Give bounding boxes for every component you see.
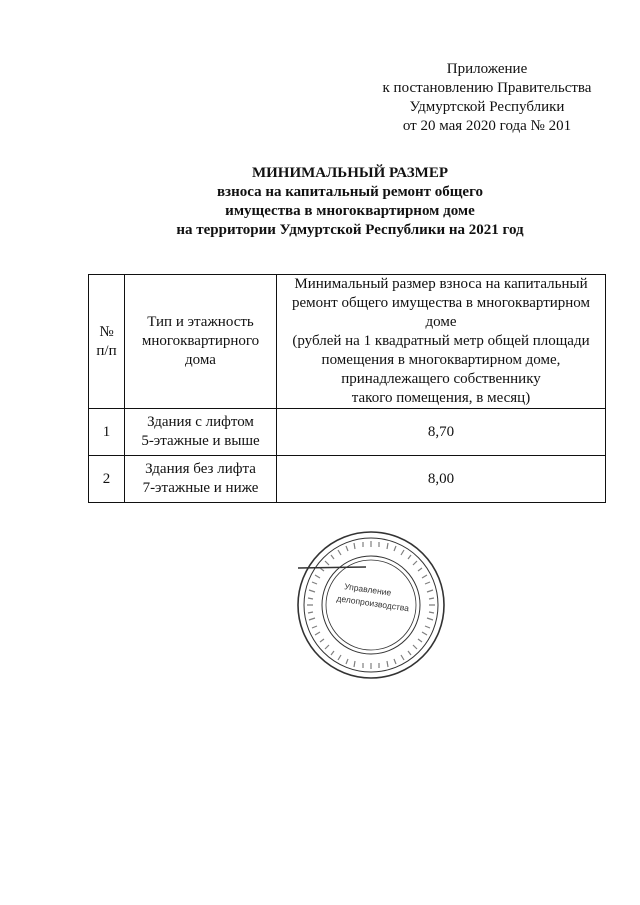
- appendix-block: [380, 60, 594, 136]
- stamp-text-line-2: делопроизводства: [335, 593, 410, 614]
- row-number: 2: [89, 456, 125, 503]
- header-contribution-size: Минимальный размер взноса на капитальный ремонт общего имущества в многоквартирном доме (рублей на 1 квадратный метр общей площади помещения в многоквартирном доме, принадлежащего собственнику такого помещения, в месяц): [277, 275, 606, 409]
- document-title: [120, 164, 580, 240]
- stamp-text-line-1: Управление: [343, 581, 392, 598]
- row-building-type: Здания без лифта 7-этажные и ниже: [125, 456, 277, 503]
- rates-table: [88, 274, 606, 503]
- header-building-type: Тип и этажность многоквартирного дома: [125, 275, 277, 409]
- row-building-type: Здания с лифтом 5-этажные и выше: [125, 409, 277, 456]
- header-number: № п/п: [89, 275, 125, 409]
- appendix-line-1: Приложение: [446, 61, 528, 77]
- row-value: 8,00: [277, 456, 606, 503]
- appendix-line-2: к постановлению Правительства: [382, 80, 592, 96]
- title-line-4: на территории Удмуртской Республики на 2021 год: [176, 222, 524, 238]
- official-stamp: [296, 530, 446, 680]
- title-line-3: имущества в многоквартирном доме: [225, 203, 475, 219]
- row-value: 8,70: [277, 409, 606, 456]
- row-number: 1: [89, 409, 125, 456]
- appendix-line-3: Удмуртской Республики: [409, 99, 565, 115]
- appendix-line-4: от 20 мая 2020 года № 201: [402, 118, 572, 134]
- title-line-1: МИНИМАЛЬНЫЙ РАЗМЕР: [251, 165, 448, 181]
- title-line-2: взноса на капитальный ремонт общего: [216, 184, 484, 200]
- table-row: [89, 456, 606, 503]
- table-row: [89, 409, 606, 456]
- table-header-row: [89, 275, 606, 409]
